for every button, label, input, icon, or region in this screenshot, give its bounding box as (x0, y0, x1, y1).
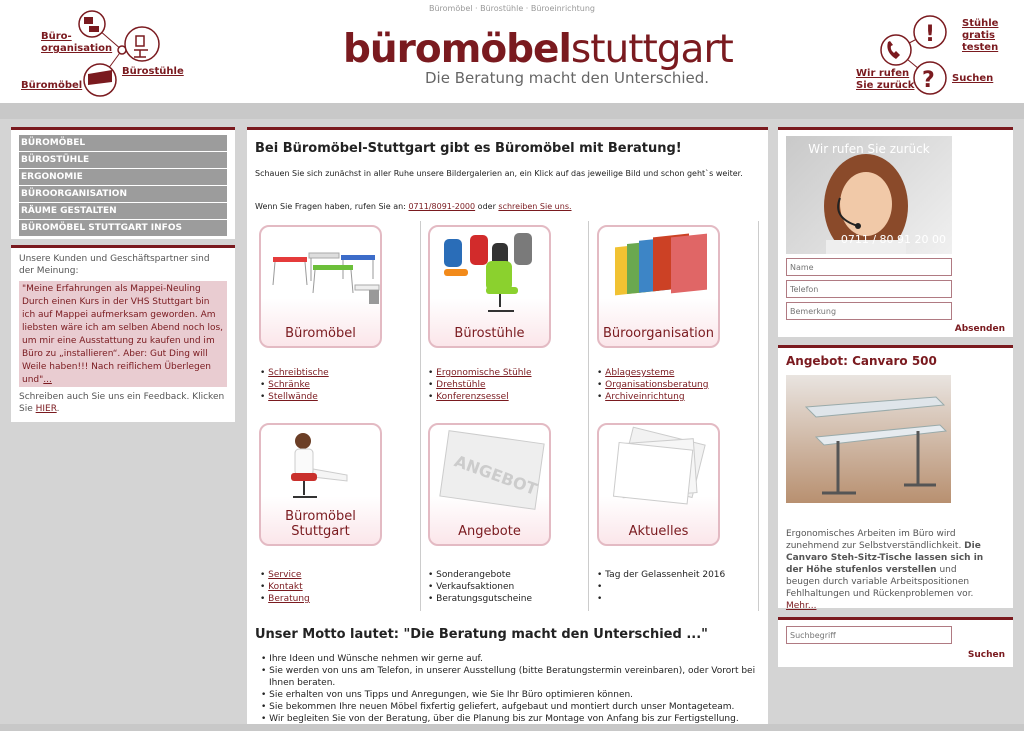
link-schraenke[interactable]: Schränke (268, 380, 310, 390)
phone-link[interactable]: 0711/8091-2000 (408, 202, 476, 211)
list-item: • Beratungsgutscheine (428, 593, 532, 605)
intro-text: Schauen Sie sich zunächst in aller Ruhe unsere Bildergalerien an, ein Klick auf das jeweilige Bild und schon geht`s weiter. (255, 169, 743, 178)
tile-label: Bürostühle (454, 326, 525, 341)
quote-more-link[interactable]: ... (43, 375, 52, 385)
list-item (597, 379, 708, 391)
offer-more-link[interactable]: Mehr... (786, 601, 817, 611)
svg-text:?: ? (922, 68, 935, 93)
motto-title: Unser Motto lautet: "Die Beratung macht den Unterschied ..." (255, 627, 708, 642)
nav-item-raeume-gestalten[interactable]: RÄUME GESTALTEN (19, 203, 227, 220)
list-item: • Tag der Gelassenheit 2016 (597, 569, 725, 581)
contact-prefix: Wenn Sie Fragen haben, rufen Sie an: (255, 202, 409, 211)
link-ablagesysteme[interactable]: Ablagesysteme (605, 368, 675, 378)
tile-label: Büroorganisation (603, 326, 714, 341)
nav-item-bueroorganisation[interactable]: BÜROORGANISATION (19, 186, 227, 203)
svg-text:ANGEBOT: ANGEBOT (451, 451, 540, 499)
list-item (260, 581, 310, 593)
list-aktuelles (597, 569, 725, 605)
list-item (260, 367, 329, 379)
header (0, 0, 1024, 103)
offer-stamp-image (430, 425, 553, 515)
write-us-link[interactable]: schreiben Sie uns. (498, 202, 572, 211)
nav-item-infos[interactable]: BÜROMÖBEL STUTTGART INFOS (19, 220, 227, 237)
tile-bueroorganisation[interactable] (597, 225, 720, 348)
offer-image[interactable] (786, 375, 951, 503)
search-button[interactable]: Suchen (967, 650, 1005, 660)
link-kontakt[interactable]: Kontakt (268, 582, 303, 592)
submit-button[interactable]: Absenden (954, 324, 1005, 334)
desks-image (261, 227, 384, 317)
offer-text-part: Ergonomisches Arbeiten im Büro wird zunehmend zur Selbstverständlichkeit. (786, 529, 965, 551)
header-link-test-chairs[interactable]: Stühle gratis testen (962, 18, 999, 53)
callback-image[interactable] (786, 136, 952, 254)
offer-text (786, 528, 986, 612)
link-archiveinrichtung[interactable]: Archiveinrichtung (605, 392, 685, 402)
note-field[interactable] (786, 302, 952, 320)
list-item (260, 391, 329, 403)
tile-label: Büromöbel (285, 326, 356, 341)
header-link-search[interactable]: Suchen (952, 73, 994, 84)
list-item (597, 367, 708, 379)
testimonial-quote (19, 281, 227, 387)
link-ergonomische-stuehle[interactable]: Ergonomische Stühle (436, 368, 532, 378)
link-service[interactable]: Service (268, 570, 302, 580)
standing-desk-image (786, 375, 951, 503)
column-divider (588, 221, 589, 611)
contact-mid: oder (475, 202, 499, 211)
links-bueromoebel (260, 367, 329, 403)
main-content (247, 127, 768, 731)
header-divider (0, 103, 1024, 119)
quote-text: "Meine Erfahrungen als Mappei-Neuling Durch einen Kurs in der VHS Stuttgart bin ich auf Mappei aufmerksam geworden. Am liebsten wäre ich am selben Abend noch los, um mir eine Ausstattung zu kaufen und im Büro zu „installieren“. Aber: Gut Ding will Weile haben!!! Nach reiflichem Überlegen und" (22, 284, 224, 385)
site-logo[interactable]: büromöbelstuttgart (343, 27, 733, 72)
list-item (428, 391, 532, 403)
folders-image (599, 227, 722, 317)
callback-image-phone: 0711 / 80 91 20 00 (840, 233, 946, 246)
list-item: • Sie bekommen Ihre neuen Möbel fixfertig geliefert, aufgebaut und montiert durch unser Montageteam. (261, 701, 756, 713)
list-item (597, 391, 708, 403)
nav-item-bueromoebel[interactable]: BÜROMÖBEL (19, 135, 227, 152)
links-stuttgart (260, 569, 310, 605)
testimonial-box (11, 245, 235, 422)
link-organisationsberatung[interactable]: Organisationsberatung (605, 380, 709, 390)
offer-box (778, 345, 1013, 611)
search-box (778, 617, 1013, 667)
tile-bueromoebel-stuttgart[interactable] (259, 423, 382, 546)
list-item: • Sie erhalten von uns Tipps und Anregungen, wie Sie Ihr Büro optimieren können. (261, 689, 756, 701)
testimonial-intro: Unsere Kunden und Geschäftspartner sind der Meinung: (19, 254, 210, 276)
page-title: Bei Büromöbel-Stuttgart gibt es Büromöbel mit Beratung! (255, 141, 682, 156)
svg-text:!: ! (925, 22, 936, 47)
links-bueroorganisation (597, 367, 708, 403)
link-beratung[interactable]: Beratung (268, 594, 310, 604)
feedback-text (11, 387, 235, 415)
column-divider (420, 221, 421, 611)
callback-box (778, 127, 1013, 337)
search-input[interactable] (786, 626, 952, 644)
offer-title: Angebot: Canvaro 500 (786, 354, 937, 368)
list-item: • Wir begleiten Sie von der Beratung, über die Planung bis zur Montage von Anfang bis zur Fertigstellung. (261, 713, 756, 725)
motto-list (261, 653, 756, 725)
tile-label: Büromöbel Stuttgart (285, 509, 356, 539)
list-item (428, 379, 532, 391)
list-item (260, 593, 310, 605)
feedback-link[interactable]: HIER (35, 404, 57, 414)
list-item: • Sonderangebote (428, 569, 532, 581)
column-divider (758, 221, 759, 611)
tile-buerostuehle[interactable] (428, 225, 551, 348)
footer-bar (0, 724, 1024, 731)
site-tagline: Die Beratung macht den Unterschied. (425, 69, 710, 87)
link-stellwaende[interactable]: Stellwände (268, 392, 318, 402)
feedback-prefix: Schreiben auch Sie uns ein Feedback. Klicken Sie (19, 392, 225, 414)
link-konferenzsessel[interactable]: Konferenzsessel (436, 392, 509, 402)
feedback-suffix: . (56, 404, 60, 414)
list-item (597, 593, 725, 605)
name-field[interactable] (786, 258, 952, 276)
list-item: • Verkaufsaktionen (428, 581, 532, 593)
links-buerostuehle (428, 367, 532, 403)
list-item (260, 569, 310, 581)
offer-text-part: und beugen durch variable Arbeitspositionen Fehlhaltungen und Rückenproblemen vor. (786, 565, 974, 599)
phone-field[interactable] (786, 280, 952, 298)
list-item: • Sie werden von uns am Telefon, in unserer Ausstellung (bitte Beratungstermin vereinbaren), oder Vorort bei Ihnen beraten. (261, 665, 756, 689)
list-angebote (428, 569, 532, 605)
tile-angebote[interactable] (428, 423, 551, 546)
woman-on-chair-image (261, 425, 384, 505)
nav-item-buerostuehle[interactable]: BÜROSTÜHLE (19, 152, 227, 169)
tile-bueromoebel[interactable] (259, 225, 382, 348)
list-item (597, 581, 725, 593)
contact-line (255, 202, 572, 211)
tile-label: Aktuelles (628, 524, 689, 539)
offer-text-bold: Die Canvaro Steh-Sitz-Tische lassen sich in der Höhe stufenlos verstellen (786, 541, 984, 575)
list-item (260, 379, 329, 391)
papers-image (599, 425, 722, 515)
tile-aktuelles[interactable] (597, 423, 720, 546)
nav-item-ergonomie[interactable]: ERGONOMIE (19, 169, 227, 186)
chairs-image (430, 227, 553, 317)
link-drehstuehle[interactable]: Drehstühle (436, 380, 486, 390)
header-link-furniture[interactable]: Büromöbel (21, 80, 83, 91)
header-link-organisation[interactable]: Büro- organisation (41, 31, 113, 54)
tile-label: Angebote (458, 524, 521, 539)
header-link-callback[interactable]: Wir rufen Sie zurück (856, 68, 915, 91)
top-breadcrumbs: Büromöbel · Bürostühle · Büroeinrichtung (428, 4, 595, 13)
left-navigation (11, 127, 235, 239)
list-item (428, 367, 532, 379)
callback-image-title: Wir rufen Sie zurück (808, 142, 930, 156)
header-link-chairs[interactable]: Bürostühle (122, 66, 184, 77)
list-item: • Ihre Ideen und Wünsche nehmen wir gerne auf. (261, 653, 756, 665)
link-schreibtische[interactable]: Schreibtische (268, 368, 329, 378)
